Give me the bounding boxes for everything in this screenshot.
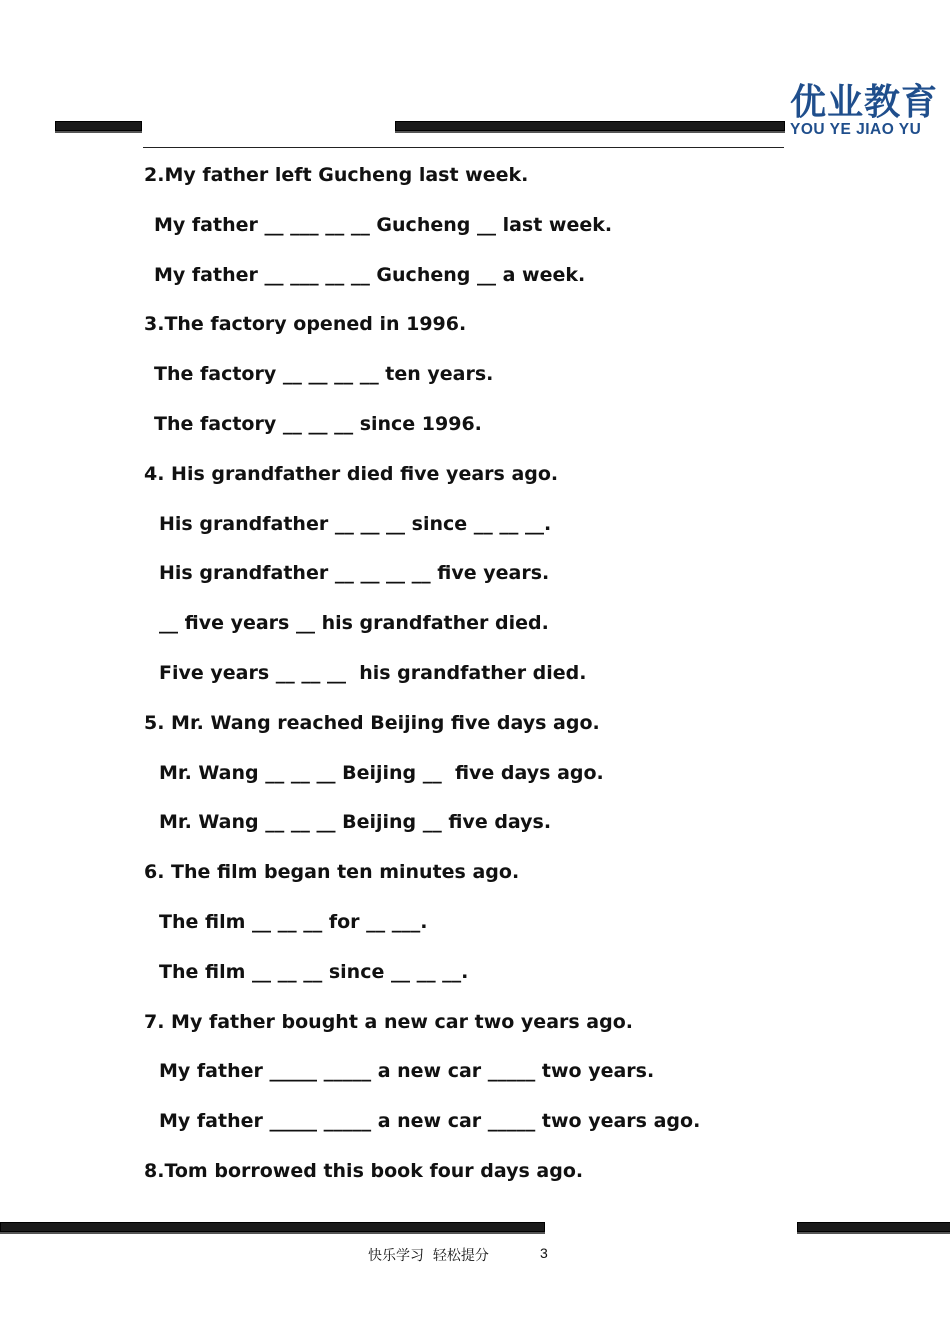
answer-line: The factory __ __ __ since 1996. [154, 413, 482, 435]
header-bar-left [55, 121, 142, 131]
answer-line: Five years __ __ __ his grandfather died. [159, 662, 587, 684]
footer-slogan: 快乐学习 轻松提分 [368, 1248, 489, 1264]
question-sentence: 6. The film began ten minutes ago. [144, 861, 520, 883]
answer-line: Mr. Wang __ __ __ Beijing __ five days. [159, 811, 552, 833]
footer-bar-left [0, 1222, 545, 1232]
footer-bar-right [797, 1222, 950, 1232]
answer-line: Mr. Wang __ __ __ Beijing __ five days ago. [159, 762, 604, 784]
logo-chinese: 优业教育 [790, 82, 939, 123]
question-sentence: 8.Tom borrowed this book four days ago. [144, 1160, 584, 1182]
answer-line: The film __ __ __ for __ ___. [159, 911, 428, 933]
answer-line: My father __ ___ __ __ Gucheng __ last week. [154, 214, 613, 236]
answer-line: His grandfather __ __ __ since __ __ __. [159, 513, 552, 535]
logo-english: YOU YE JIAO YU [790, 121, 922, 138]
header-rule [143, 147, 784, 148]
question-sentence: 4. His grandfather died five years ago. [144, 463, 559, 485]
answer-line: My father __ ___ __ __ Gucheng __ a week. [154, 264, 586, 286]
answer-line: My father _____ _____ a new car _____ two years ago. [159, 1110, 701, 1132]
answer-line: __ five years __ his grandfather died. [159, 612, 549, 634]
question-sentence: 7. My father bought a new car two years ago. [144, 1011, 633, 1033]
question-sentence: 2.My father left Gucheng last week. [144, 164, 529, 186]
page-number: 3 [540, 1245, 548, 1261]
header-bar-middle [395, 121, 785, 131]
question-sentence: 3.The factory opened in 1996. [144, 313, 467, 335]
answer-line: My father _____ _____ a new car _____ two years. [159, 1060, 655, 1082]
brand-logo [790, 84, 945, 139]
question-sentence: 5. Mr. Wang reached Beijing five days ago. [144, 712, 600, 734]
answer-line: The factory __ __ __ __ ten years. [154, 363, 494, 385]
answer-line: His grandfather __ __ __ __ five years. [159, 562, 550, 584]
answer-line: The film __ __ __ since __ __ __. [159, 961, 469, 983]
